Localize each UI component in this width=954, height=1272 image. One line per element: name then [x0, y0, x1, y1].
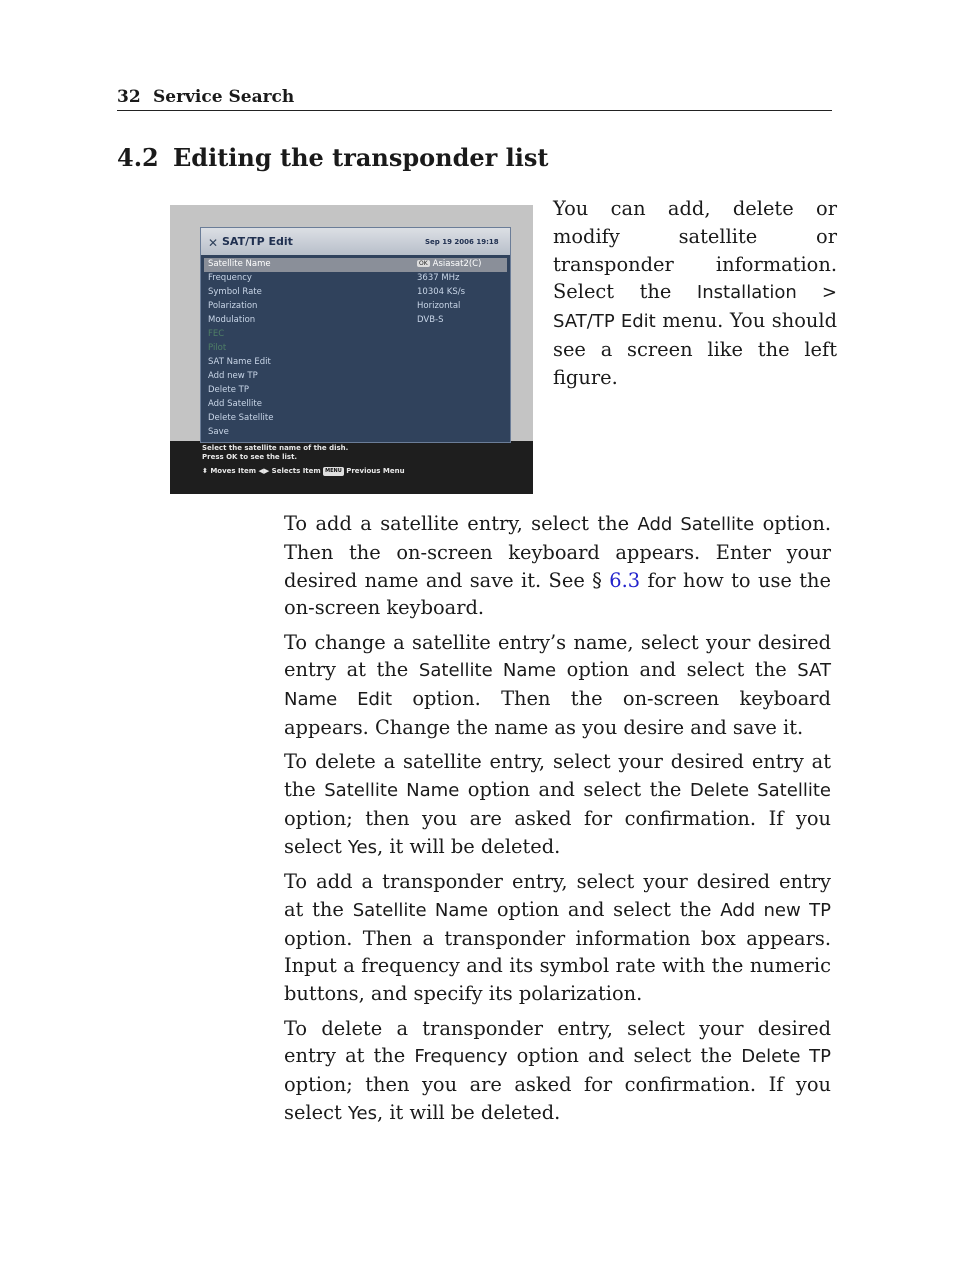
option-name: Satellite Name: [324, 780, 460, 802]
option-name: Frequency: [414, 1046, 508, 1068]
osd-row-value: 10304 KS/s: [417, 287, 466, 297]
osd-row-modulation: [204, 314, 507, 328]
osd-row-polarization: [204, 300, 507, 314]
ok-key-icon: OK: [419, 260, 428, 267]
osd-row-value: DVB-S: [417, 315, 444, 325]
satellite-icon: ✕: [208, 236, 219, 250]
satellite-name-value: Asiasat2(C): [432, 259, 482, 269]
text: , it will be deleted.: [377, 1100, 561, 1124]
page-number: 32: [117, 87, 141, 107]
section-number: 4.2: [117, 143, 159, 172]
text: option; then you are asked for confirmation. If you select: [284, 1073, 831, 1124]
body-text: [284, 510, 831, 1134]
osd-row-value: Horizontal: [417, 301, 461, 311]
option-name: Satellite Name: [352, 899, 489, 921]
intro-text-2: menu. You should see a screen like the left figure.: [553, 309, 837, 389]
text: option and select the: [556, 658, 798, 682]
osd-row-label: Pilot: [208, 343, 227, 353]
osd-help-bar: [202, 444, 522, 476]
osd-row-label: Delete Satellite: [208, 413, 274, 423]
nav-hints: [202, 467, 522, 476]
osd-row-add-satellite: [204, 398, 507, 412]
text: option. Then the on-screen keyboard appears. Enter your desired name and save it. See §: [284, 512, 831, 592]
sat-tp-edit-screenshot: [170, 205, 533, 494]
text: option and select the: [459, 778, 690, 802]
osd-row-label: Satellite Name: [208, 259, 271, 269]
up-down-arrow-icon: ⬍: [202, 467, 208, 475]
screenshot-frame: [170, 205, 533, 441]
text: To delete a transponder entry, select your desired entry at the: [284, 1016, 831, 1068]
section-heading: [117, 143, 549, 172]
page-header: [117, 86, 832, 111]
osd-menu-list: [204, 258, 507, 440]
text: To delete a satellite entry, select your desired entry at the: [284, 750, 831, 802]
nav-selects-label: Selects Item: [271, 467, 321, 475]
text: To add a transponder entry, select your desired entry at the: [284, 870, 831, 921]
osd-row-symbol-rate: [204, 286, 507, 300]
osd-row-label: Add new TP: [208, 371, 258, 381]
paragraph-add-transponder: [284, 868, 831, 1008]
option-name: SAT Name Edit: [284, 660, 831, 711]
text: option. Then the on-screen keyboard appears. Change the name as you desire and save it.: [284, 687, 831, 740]
osd-row-frequency: [204, 272, 507, 286]
text: , it will be deleted.: [377, 834, 561, 858]
osd-menu-panel: [200, 227, 511, 443]
osd-row-label: Add Satellite: [208, 399, 262, 409]
osd-row-label: Modulation: [208, 315, 256, 325]
text: To change a satellite entry’s name, select your desired entry at the: [284, 630, 831, 682]
text: for how to use the on-screen keyboard.: [284, 568, 831, 620]
paragraph-delete-transponder: [284, 1015, 831, 1128]
intro-paragraph: [553, 195, 837, 392]
osd-row-value: [417, 259, 481, 269]
osd-row-label: Symbol Rate: [208, 287, 262, 297]
osd-row-label: Save: [208, 427, 229, 437]
help-line-1: Select the satellite name of the dish.: [202, 444, 349, 452]
running-section-title: Service Search: [153, 87, 295, 107]
osd-row-label: Polarization: [208, 301, 258, 311]
paragraph-add-satellite: [284, 510, 831, 622]
option-name: Add Satellite: [637, 514, 755, 535]
option-name: Yes: [347, 1102, 378, 1124]
osd-title: SAT/TP Edit: [222, 235, 293, 248]
section-ref-link[interactable]: 6.3: [609, 568, 641, 592]
option-name: Delete Satellite: [689, 780, 832, 802]
osd-row-pilot: [204, 342, 507, 356]
nav-moves-label: Moves Item: [210, 467, 256, 475]
osd-row-label: FEC: [208, 329, 225, 339]
osd-title-bar: [201, 228, 510, 255]
text: option and select the: [488, 897, 721, 921]
option-name: Yes: [347, 836, 378, 858]
osd-row-delete-satellite: [204, 412, 507, 426]
osd-row-value: 3637 MHz: [417, 273, 460, 283]
text: option; then you are asked for confirmation. If you select: [284, 806, 831, 858]
osd-row-add-new-tp: [204, 370, 507, 384]
osd-row-label: Frequency: [208, 273, 252, 283]
osd-row-delete-tp: [204, 384, 507, 398]
osd-row-fec: [204, 328, 507, 342]
left-right-arrow-icon: ◀▶: [258, 467, 270, 475]
help-line-2: Press OK to see the list.: [202, 453, 298, 461]
paragraph-rename-satellite: [284, 629, 831, 742]
text: option and select the: [507, 1044, 742, 1068]
paragraph-delete-satellite: [284, 748, 831, 861]
text: option. Then a transponder information box appears. Input a frequency and its symbol rate with the numeric buttons, and specify its polarization.: [284, 926, 831, 1006]
osd-datetime: Sep 19 2006 19:18: [425, 238, 499, 246]
text: To add a satellite entry, select the: [284, 512, 638, 535]
intro-text-1: You can add, delete or modify satellite or transponder information. Select the: [553, 197, 837, 304]
nav-previous-label: Previous Menu: [346, 467, 405, 475]
option-name: Delete TP: [741, 1046, 831, 1068]
osd-row-label: SAT Name Edit: [208, 357, 271, 367]
osd-row-sat-name-edit: [204, 356, 507, 370]
osd-row-label: Delete TP: [208, 385, 249, 395]
osd-row-save: [204, 426, 507, 440]
option-name: Satellite Name: [418, 660, 557, 682]
section-title: Editing the transponder list: [173, 143, 549, 172]
option-name: Add new TP: [720, 899, 832, 921]
menu-key-icon: MENU: [325, 468, 342, 474]
menu-path: Installation > SAT/TP Edit: [553, 282, 837, 333]
osd-row-satellite-name: [204, 258, 507, 272]
